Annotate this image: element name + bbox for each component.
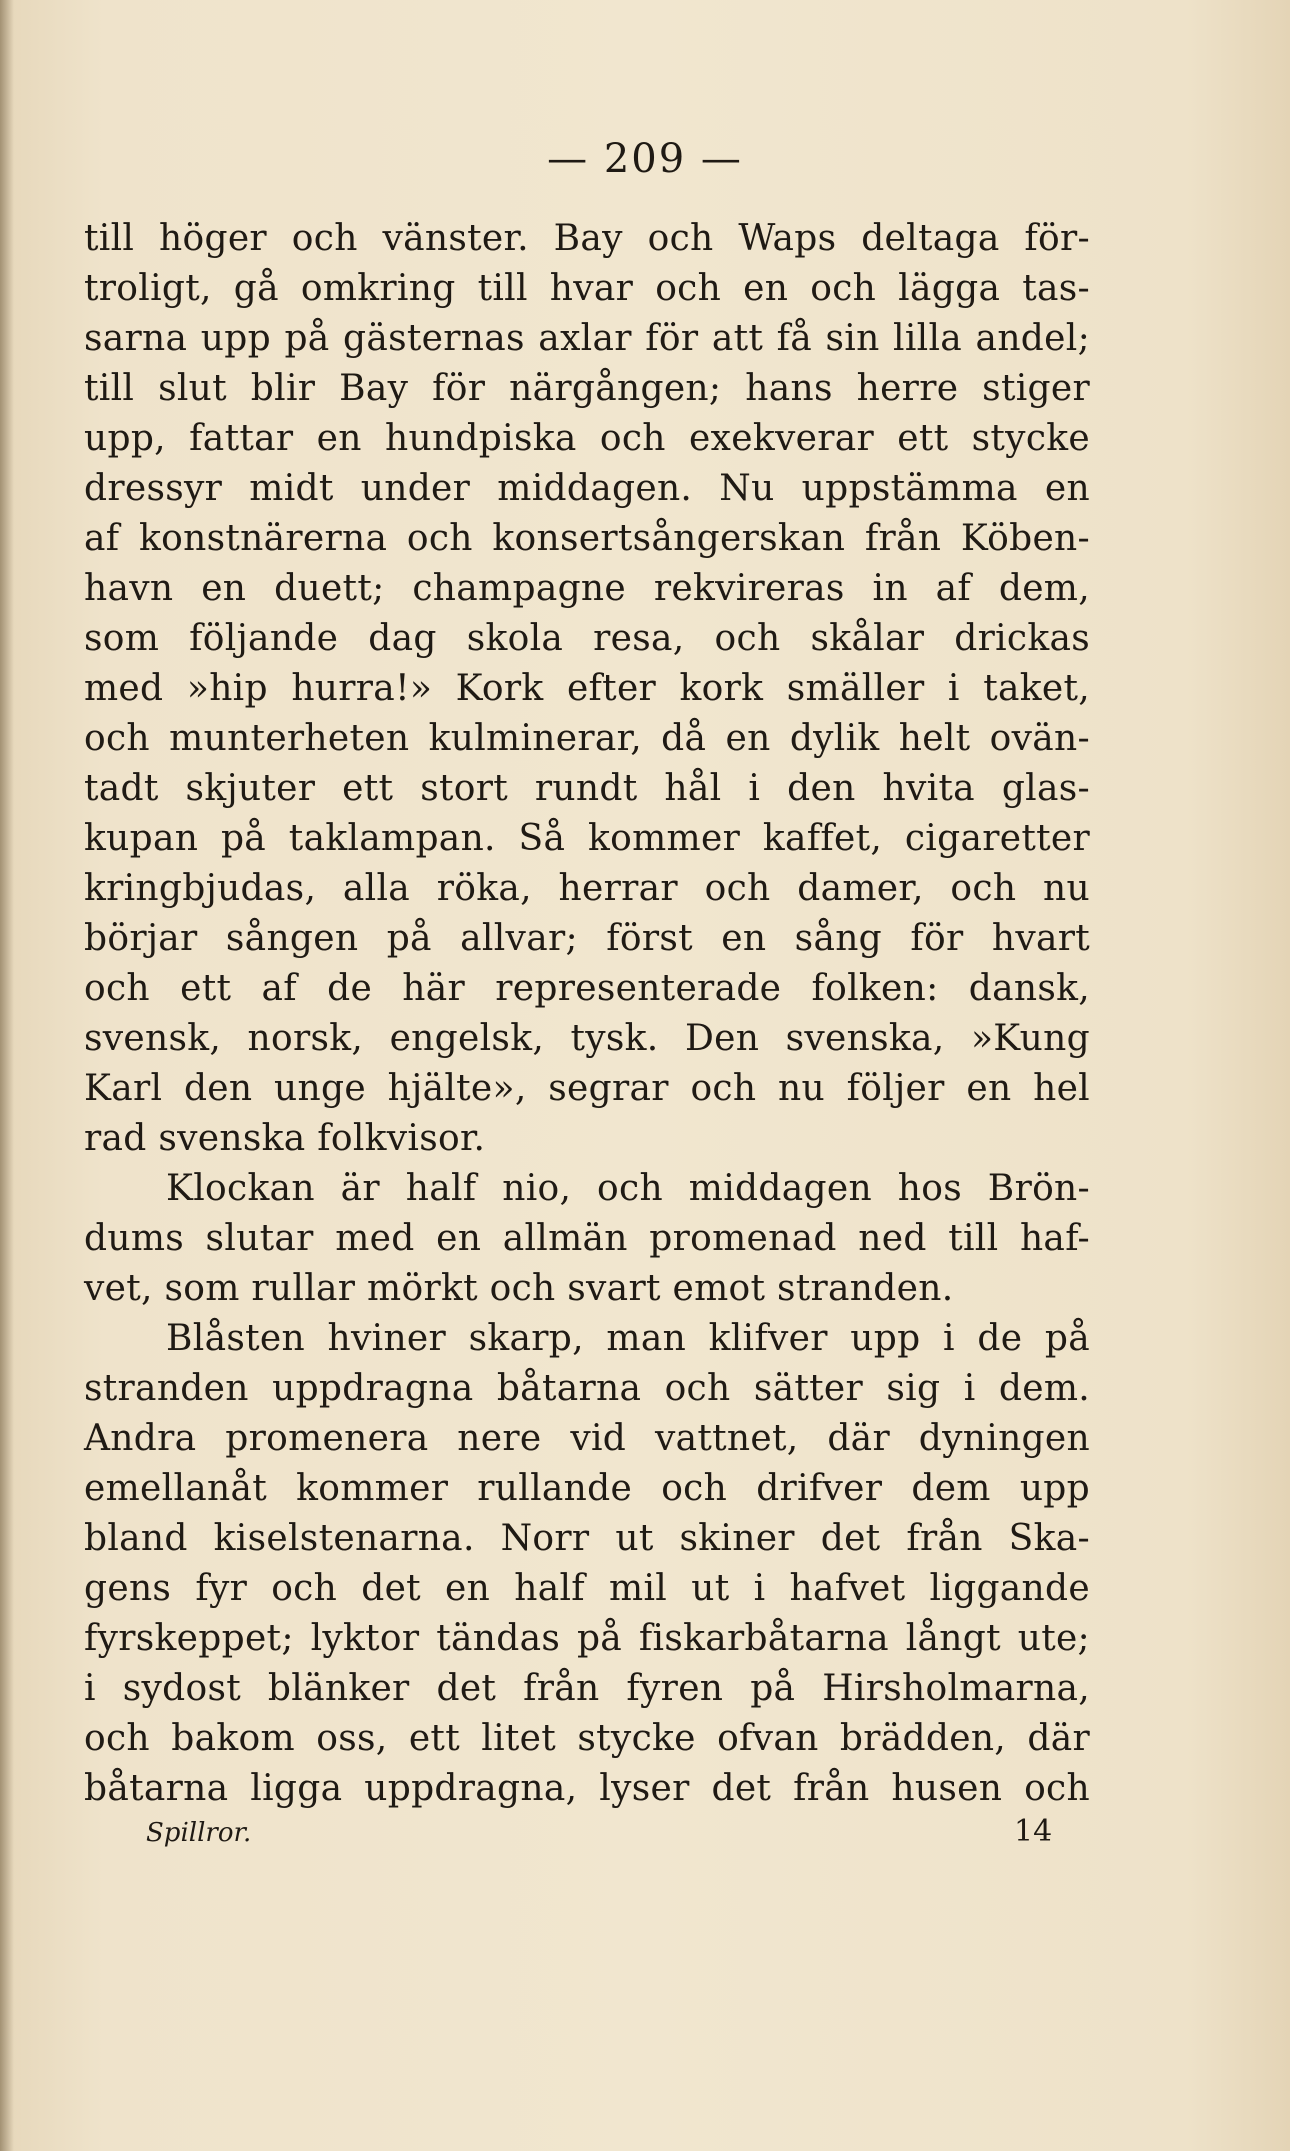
- text-line: gens fyr och det en half mil ut i hafvet liggande: [84, 1568, 1090, 1609]
- text-line: upp, fattar en hundpiska och exekverar ett stycke: [84, 418, 1090, 459]
- text-line: Blåsten hviner skarp, man klifver upp i de på: [166, 1318, 1090, 1359]
- text-line: kupan på taklampan. Så kommer kaffet, cigaretter: [84, 818, 1090, 859]
- body-text: [84, 214, 1090, 1814]
- text-line: stranden uppdragna båtarna och sätter sig i dem.: [84, 1368, 1090, 1409]
- text-line: tadt skjuter ett stort rundt hål i den hvita glas-: [84, 768, 1090, 809]
- text-line: bland kiselstenarna. Norr ut skiner det från Ska-: [84, 1518, 1090, 1559]
- text-line: och ett af de här representerade folken: dansk,: [84, 968, 1090, 1009]
- text-line: i sydost blänker det från fyren på Hirsholmarna,: [84, 1668, 1090, 1709]
- text-line: af konstnärerna och konsertsångerskan från Köben-: [84, 518, 1090, 559]
- text-line: Karl den unge hjälte», segrar och nu följer en hel: [84, 1068, 1090, 1109]
- text-line: vet, som rullar mörkt och svart emot stranden.: [84, 1268, 954, 1309]
- text-line: fyrskeppet; lyktor tändas på fiskarbåtarna långt ute;: [84, 1618, 1090, 1659]
- text-line: båtarna ligga uppdragna, lyser det från husen och: [84, 1768, 1090, 1809]
- text-line: börjar sången på allvar; först en sång för hvart: [84, 918, 1090, 959]
- text-line: rad svenska folkvisor.: [84, 1118, 486, 1159]
- text-line: till höger och vänster. Bay och Waps deltaga för-: [84, 218, 1090, 259]
- text-line: dums slutar med en allmän promenad ned till haf-: [84, 1218, 1090, 1259]
- text-line: troligt, gå omkring till hvar och en och lägga tas-: [84, 268, 1090, 309]
- text-line: kringbjudas, alla röka, herrar och damer, och nu: [84, 868, 1090, 909]
- text-line: svensk, norsk, engelsk, tysk. Den svenska, »Kung: [84, 1018, 1090, 1059]
- sheet-number: 14: [1014, 1814, 1053, 1849]
- text-line: Klockan är half nio, och middagen hos Brön-: [166, 1168, 1090, 1209]
- text-line: med »hip hurra!» Kork efter kork smäller i taket,: [84, 668, 1090, 709]
- signature-mark: Spillror.: [146, 1818, 252, 1848]
- text-line: havn en duett; champagne rekvireras in af dem,: [84, 568, 1090, 609]
- text-line: som följande dag skola resa, och skålar drickas: [84, 618, 1090, 659]
- text-line: och bakom oss, ett litet stycke ofvan brädden, där: [84, 1718, 1090, 1759]
- text-line: sarna upp på gästernas axlar för att få sin lilla andel;: [84, 318, 1090, 359]
- text-line: och munterheten kulminerar, då en dylik helt ovän-: [84, 718, 1090, 759]
- text-line: emellanåt kommer rullande och drifver dem upp: [84, 1468, 1090, 1509]
- text-line: dressyr midt under middagen. Nu uppstämma en: [84, 468, 1090, 509]
- page-edge-shadow: [0, 0, 14, 2151]
- page-number: — 209 —: [547, 136, 743, 182]
- text-line: till slut blir Bay för närgången; hans herre stiger: [84, 368, 1090, 409]
- text-line: Andra promenera nere vid vattnet, där dyningen: [84, 1418, 1090, 1459]
